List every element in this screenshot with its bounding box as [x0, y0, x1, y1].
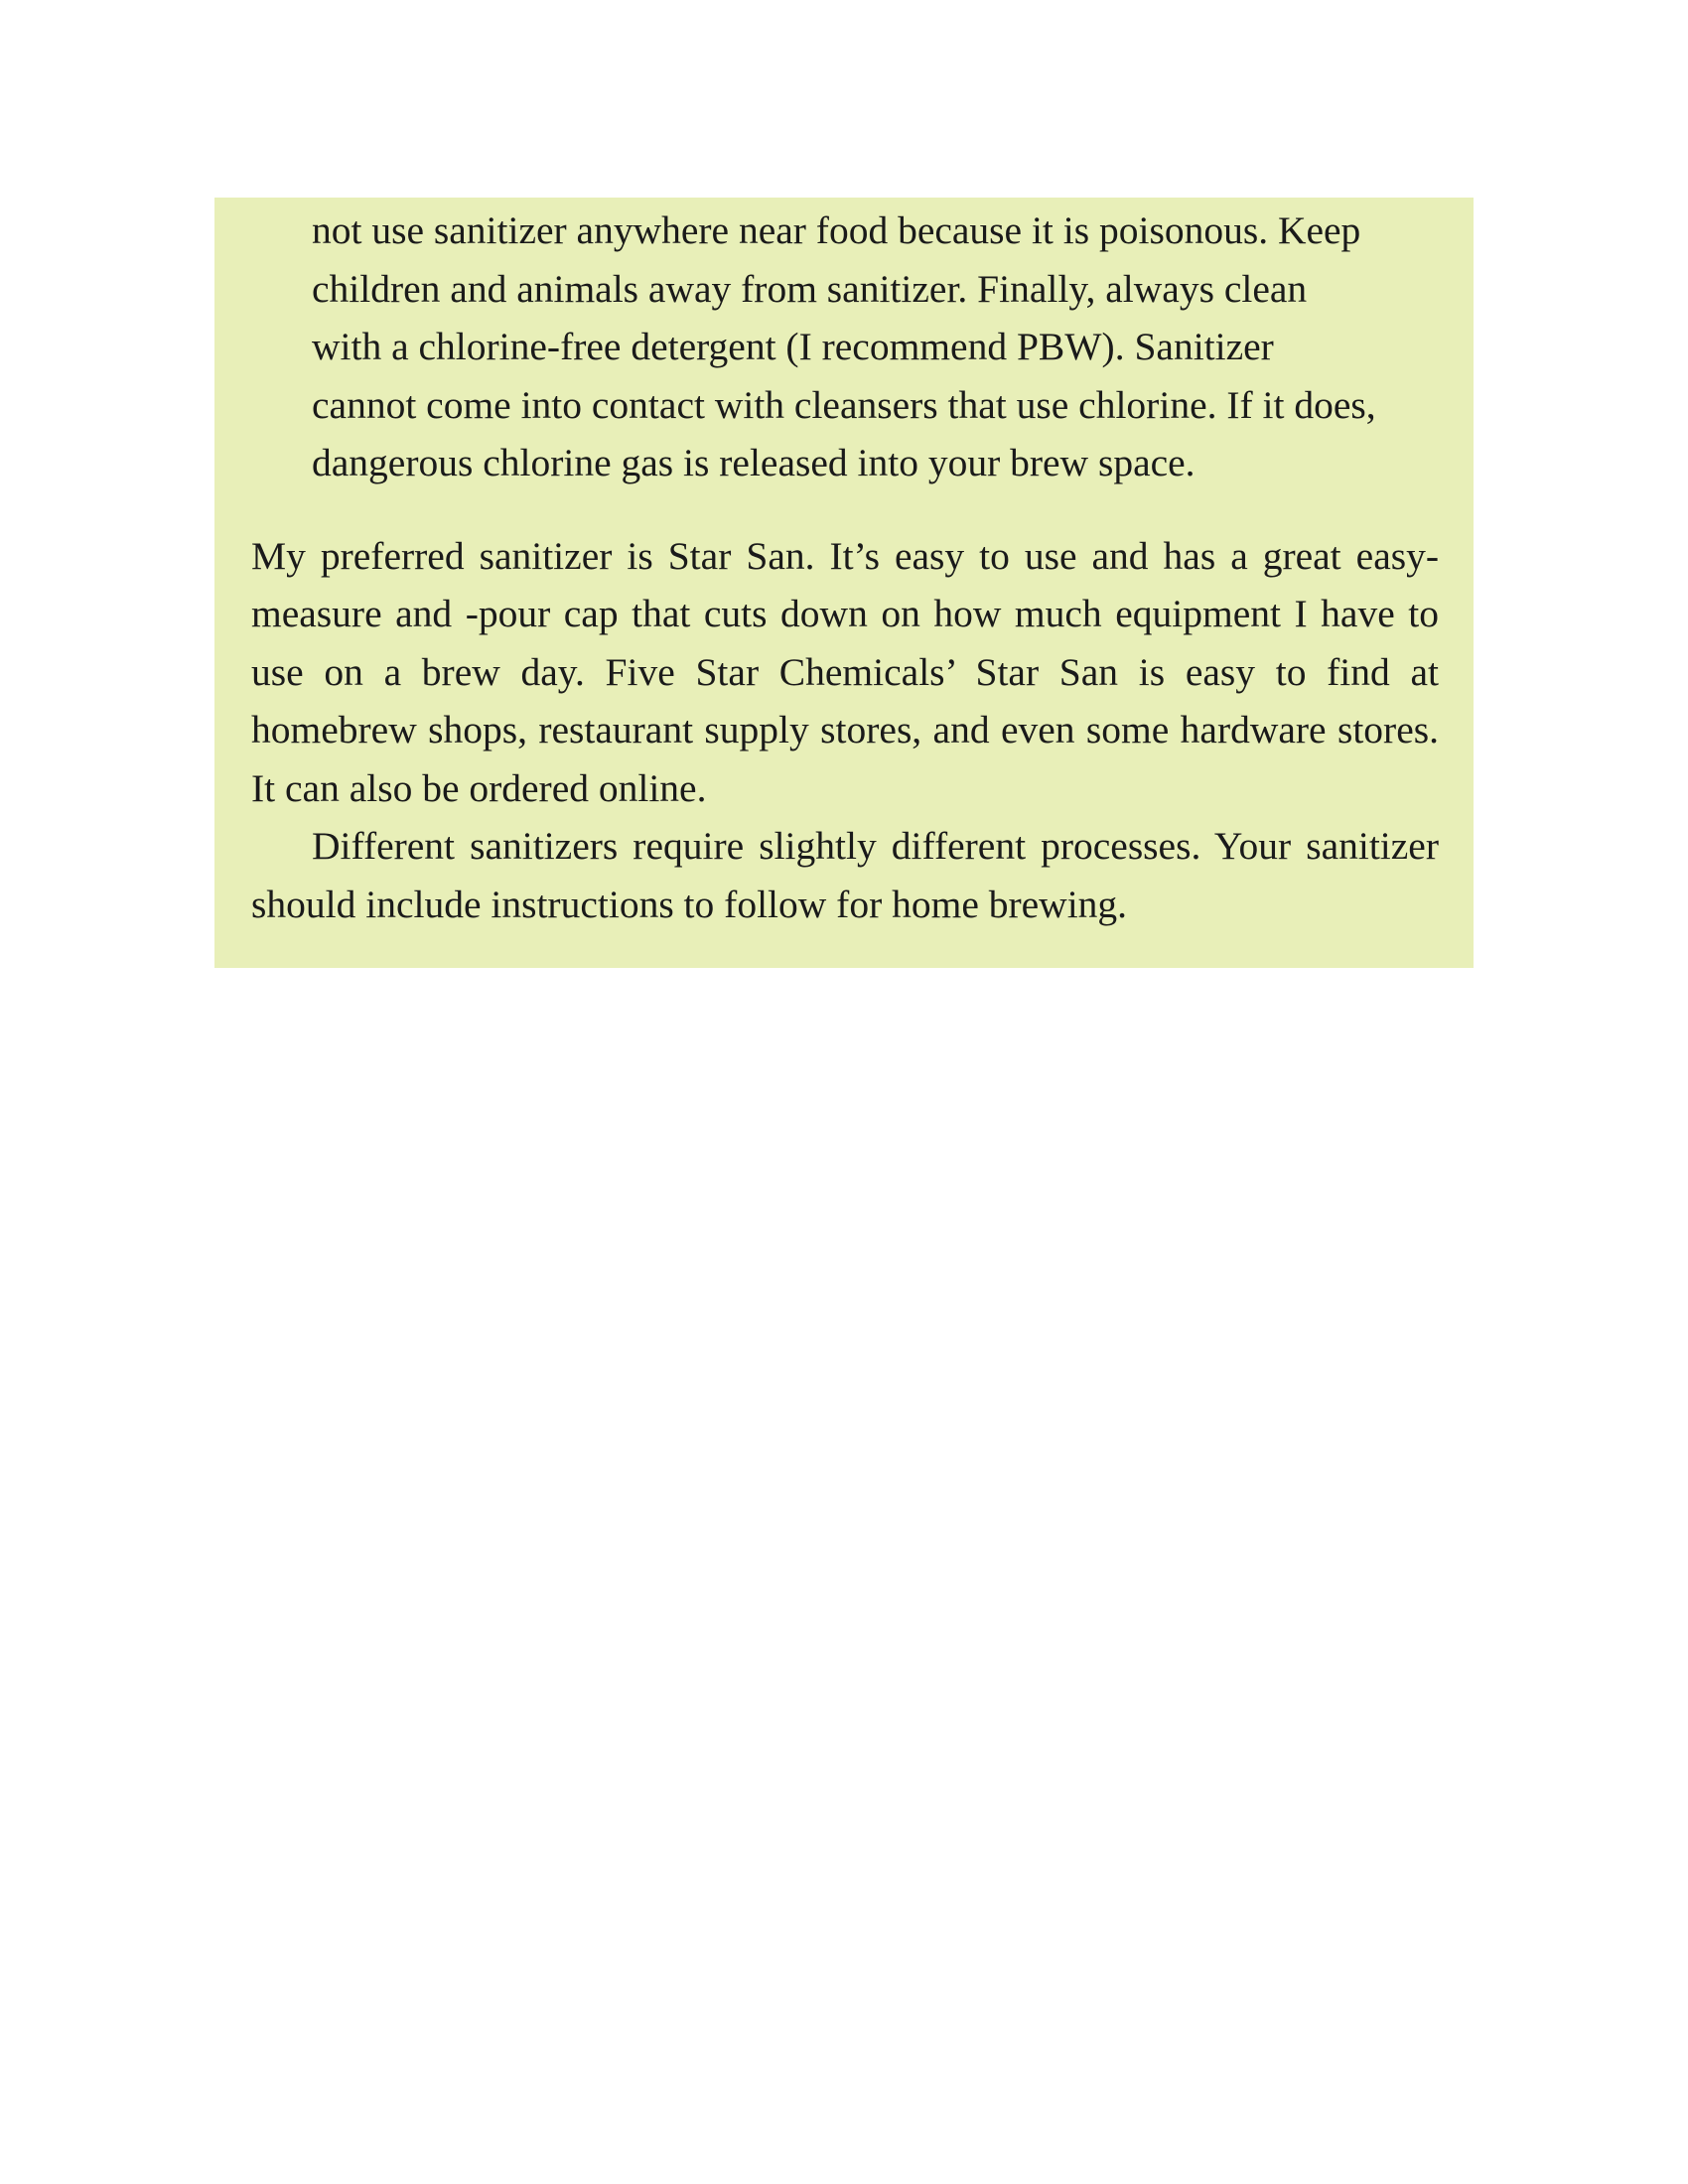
warning-block	[251, 198, 1439, 492]
warning-line: dangerous chlorine gas is released into your brew space.	[312, 441, 1196, 484]
sidebar-content	[251, 198, 1439, 933]
warning-line: not use sanitizer anywhere near food because it is poisonous. Keep	[312, 208, 1361, 252]
warning-line: children and animals away from sanitizer. Finally, always clean	[312, 266, 1308, 311]
sanitizer-instructions-paragraph: Different sanitizers require slightly different processes. Your sanitizer should include instructions to follow for home brewing.	[251, 824, 1439, 926]
warning-line: with a chlorine-free detergent (I recommend PBW). Sanitizer	[312, 325, 1274, 368]
sidebar-box	[214, 198, 1474, 968]
preferred-sanitizer-paragraph: My preferred sanitizer is Star San. It’s easy to use and has a great easy-measure and -pour cap that cuts down on how much equipment I have to use on a brew day. Five Star Chemicals’ Star San is easy to find at homebrew shops, restaurant supply stores, and even some hardware stores. It can also be ordered online.	[251, 533, 1439, 810]
warning-line: cannot come into contact with cleansers that use chlorine. If it does,	[312, 382, 1376, 427]
